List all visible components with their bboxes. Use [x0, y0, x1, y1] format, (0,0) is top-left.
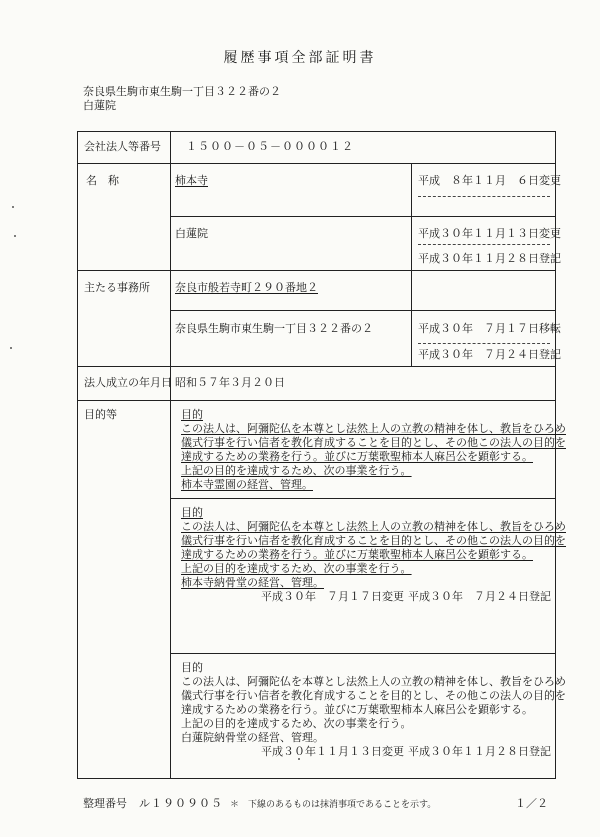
office-value-old: 奈良市般若寺町２９０番地２	[175, 281, 318, 294]
purpose-line: 上記の目的を達成するため、次の事業を行う。	[181, 464, 412, 477]
reference-label: 整理番号	[83, 797, 127, 810]
header-name: 白蓮院	[83, 99, 116, 112]
name-value-old: 柿本寺	[175, 174, 208, 187]
purpose-line: 柿本寺霊園の経営、管理。	[181, 478, 313, 491]
scan-speck	[14, 235, 16, 237]
office-value-current: 奈良県生駒市東生駒一丁目３２２番の２	[175, 322, 373, 335]
name-value-current: 白蓮院	[175, 227, 208, 240]
row-rule	[78, 163, 555, 164]
row-rule	[78, 366, 555, 367]
purpose-line: 柿本寺納骨堂の経営、管理。	[181, 576, 324, 589]
name-label: 名 称	[86, 174, 119, 187]
scan-speck	[12, 206, 14, 208]
purpose-change-date: 平成３０年１１月１３日変更	[261, 745, 404, 758]
name-change-date-old: 平成 ８年１１月 ６日変更	[418, 174, 561, 187]
sub-rule	[170, 653, 555, 654]
row-rule	[78, 270, 555, 271]
purpose-line: 達成するための業務を行う。並びに万葉歌聖柿本人麻呂公を顕彰する。	[181, 703, 533, 716]
row-rule	[78, 400, 555, 401]
name-registration-date: 平成３０年１１月２８日登記	[418, 252, 561, 265]
corp-number-label: 会社法人等番号	[84, 140, 161, 153]
purpose-registration-date: 平成３０年 ７月２４日登記	[408, 590, 551, 603]
purpose-line: 儀式行事を行い信者を教化育成することを目的とし、その他この法人の目的を	[181, 436, 566, 449]
date-separator	[418, 343, 550, 344]
purpose-line: 目的	[181, 506, 203, 519]
page-number: １／２	[515, 797, 548, 810]
purpose-line: この法人は、阿彌陀仏を本尊とし法然上人の立教の精神を体し、教旨をひろめ	[181, 675, 566, 688]
corp-number-value: １５００－０５－００００１２	[186, 140, 354, 153]
sub-rule	[170, 216, 555, 217]
established-label: 法人成立の年月日	[84, 376, 172, 389]
office-label: 主たる事務所	[84, 281, 150, 294]
scan-speck	[10, 347, 12, 349]
sub-rule	[170, 310, 555, 311]
purpose-line: 儀式行事を行い信者を教化育成することを目的とし、その他この法人の目的を	[181, 689, 566, 702]
established-value: 昭和５７年３月２０日	[175, 376, 285, 389]
purpose-label: 目的等	[84, 408, 117, 421]
purpose-line: この法人は、阿彌陀仏を本尊とし法然上人の立教の精神を体し、教旨をひろめ	[181, 422, 566, 435]
purpose-line: 白蓮院納骨堂の経営、管理。	[181, 731, 324, 744]
office-registration-date: 平成３０年 ７月２４日登記	[418, 348, 561, 361]
purpose-line: 上記の目的を達成するため、次の事業を行う。	[181, 562, 412, 575]
purpose-registration-date: 平成３０年１１月２８日登記	[408, 745, 551, 758]
reference-number: ル１９０９０５	[139, 797, 223, 810]
date-separator	[418, 196, 550, 197]
label-column-divider	[170, 132, 171, 778]
footer-note: ＊ 下線のあるものは抹消事項であることを示す。	[230, 800, 437, 810]
document-title: 履歴事項全部証明書	[223, 50, 377, 66]
purpose-line: 達成するための業務を行う。並びに万葉歌聖柿本人麻呂公を顕彰する。	[181, 450, 533, 463]
record-table	[77, 131, 566, 779]
purpose-line: 儀式行事を行い信者を教化育成することを目的とし、その他この法人の目的を	[181, 534, 566, 547]
sub-rule	[170, 498, 555, 499]
purpose-line: 達成するための業務を行う。並びに万葉歌聖柿本人麻呂公を顕彰する。	[181, 548, 533, 561]
purpose-line: この法人は、阿彌陀仏を本尊とし法然上人の立教の精神を体し、教旨をひろめ	[181, 520, 566, 533]
date-column-divider	[411, 163, 412, 366]
purpose-change-date: 平成３０年 ７月１７日変更	[261, 590, 404, 603]
office-change-date: 平成３０年 ７月１７日移転	[418, 322, 561, 335]
purpose-line: 目的	[181, 408, 203, 421]
purpose-line: 目的	[181, 661, 203, 674]
header-address: 奈良県生駒市東生駒一丁目３２２番の２	[83, 85, 281, 98]
date-separator	[418, 244, 550, 245]
name-change-date: 平成３０年１１月１３日変更	[418, 227, 561, 240]
purpose-line: 上記の目的を達成するため、次の事業を行う。	[181, 717, 412, 730]
